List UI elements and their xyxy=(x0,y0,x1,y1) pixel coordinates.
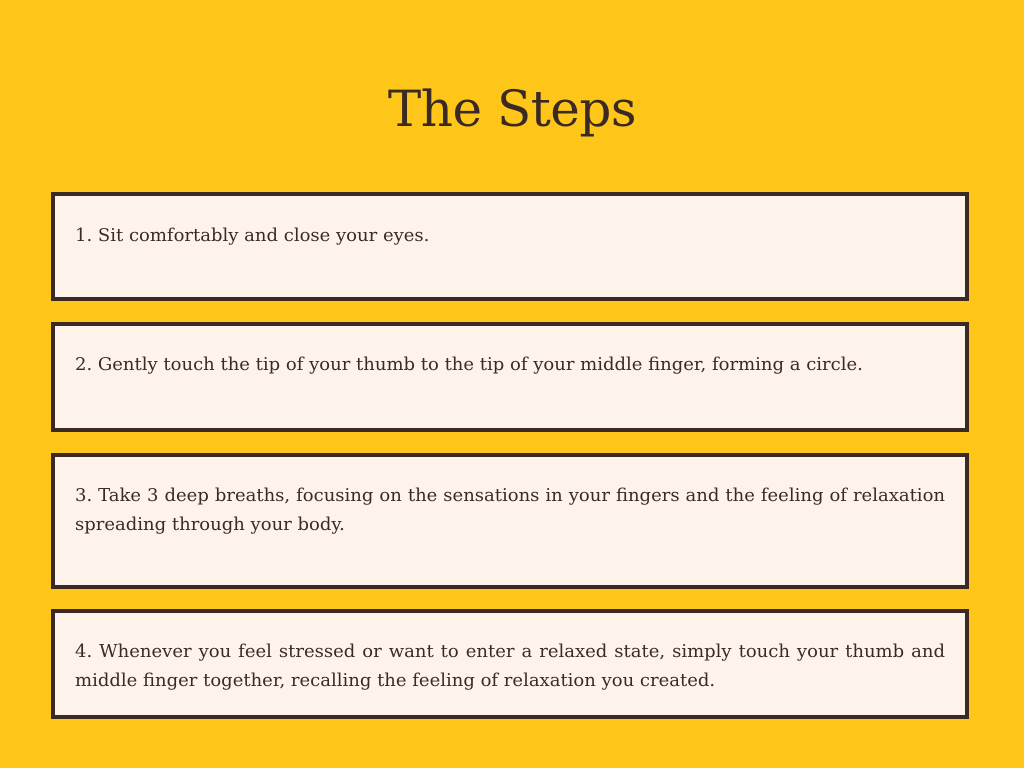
step-text-3: 3. Take 3 deep breaths, focusing on the sensations in your fingers and the feeling of relaxation spreading through your body. xyxy=(75,485,945,535)
step-text-1: 1. Sit comfortably and close your eyes. xyxy=(75,225,430,246)
step-card-4 xyxy=(51,609,969,719)
step-card-2 xyxy=(51,322,969,432)
step-card-3 xyxy=(51,453,969,589)
step-card-1 xyxy=(51,192,969,301)
page-title: The Steps xyxy=(387,80,637,138)
step-text-4: 4. Whenever you feel stressed or want to enter a relaxed state, simply touch your thumb and middle finger together, recalling the feeling of relaxation you created. xyxy=(75,641,945,691)
step-text-2: 2. Gently touch the tip of your thumb to the tip of your middle finger, forming a circle. xyxy=(75,354,863,375)
